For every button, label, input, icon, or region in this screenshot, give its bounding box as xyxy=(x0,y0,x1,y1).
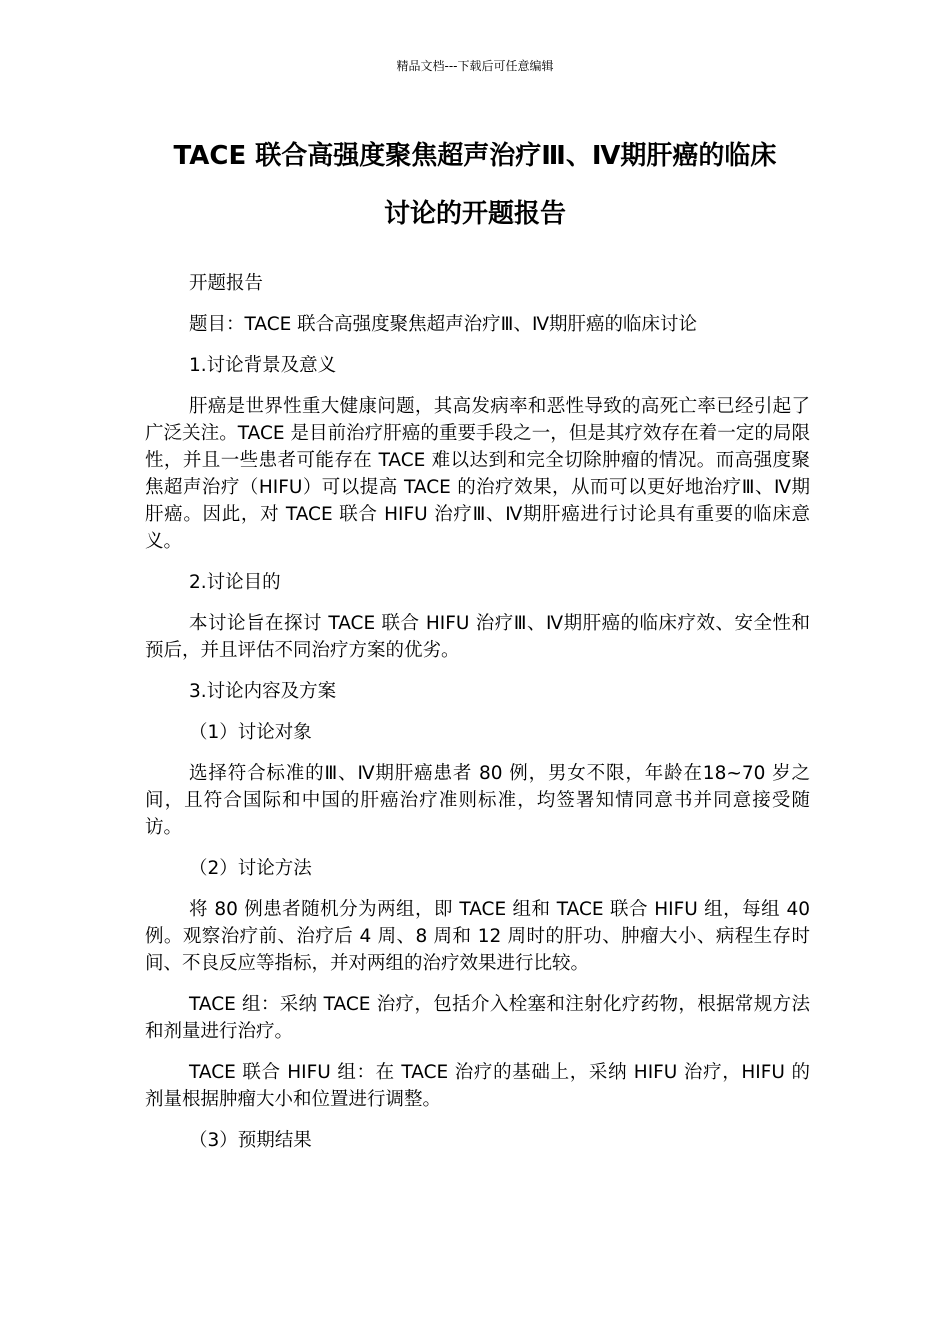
subheading-methods: （2）讨论方法 xyxy=(189,858,312,879)
heading-content: 3.讨论内容及方案 xyxy=(189,681,337,702)
paragraph-subjects: 选择符合标准的Ⅲ、Ⅳ期肝癌患者 80 例，男女不限，年龄在18~70 岁之间，且符合国际和中国的肝癌治疗准则标准，均签署知情同意书并同意接受随访。 xyxy=(145,763,810,838)
heading-background: 1.讨论背景及意义 xyxy=(189,355,337,376)
paragraph-tace-group: TACE 组：采纳 TACE 治疗，包括介入栓塞和注射化疗药物，根据常规方法和剂量进行治疗。 xyxy=(145,994,810,1042)
topic-line: 题目：TACE 联合高强度聚焦超声治疗Ⅲ、Ⅳ期肝癌的临床讨论 xyxy=(189,314,698,335)
page-header: 精品文档---下载后可任意编辑 xyxy=(396,59,554,73)
paragraph-methods: 将 80 例患者随机分为两组，即 TACE 组和 TACE 联合 HIFU 组，每组 40 例。观察治疗前、治疗后 4 周、8 周和 12 周时的肝功、肿瘤大小、病程生存时间、不良反应等指标，并对两组的治疗效果进行比较。 xyxy=(145,899,810,974)
heading-purpose: 2.讨论目的 xyxy=(189,572,281,593)
document-body xyxy=(145,270,810,1168)
paragraph-purpose: 本讨论旨在探讨 TACE 联合 HIFU 治疗Ⅲ、Ⅳ期肝癌的临床疗效、安全性和预后，并且评估不同治疗方案的优劣。 xyxy=(145,613,810,661)
paragraph-background: 肝癌是世界性重大健康问题，其高发病率和恶性导致的高死亡率已经引起了广泛关注。TACE 是目前治疗肝癌的重要手段之一，但是其疗效存在着一定的局限性，并且一些患者可能存在 TACE 难以达到和完全切除肿瘤的情况。而高强度聚焦超声治疗（HIFU）可以提高 TACE 的治疗效果，从而可以更好地治疗Ⅲ、Ⅳ期肝癌。因此，对 TACE 联合 HIFU 治疗Ⅲ、Ⅳ期肝癌进行讨论具有重要的临床意义。 xyxy=(145,396,810,552)
document-title-line-1: TACE 联合高强度聚焦超声治疗Ⅲ、Ⅳ期肝癌的临床 xyxy=(173,141,777,171)
subheading-subjects: （1）讨论对象 xyxy=(189,722,312,743)
subheading-expected-results: （3）预期结果 xyxy=(189,1130,312,1151)
document-title-line-2: 讨论的开题报告 xyxy=(383,199,566,229)
section-label: 开题报告 xyxy=(189,273,264,294)
paragraph-tace-hifu-group: TACE 联合 HIFU 组：在 TACE 治疗的基础上，采纳 HIFU 治疗，HIFU 的剂量根据肿瘤大小和位置进行调整。 xyxy=(145,1062,810,1110)
